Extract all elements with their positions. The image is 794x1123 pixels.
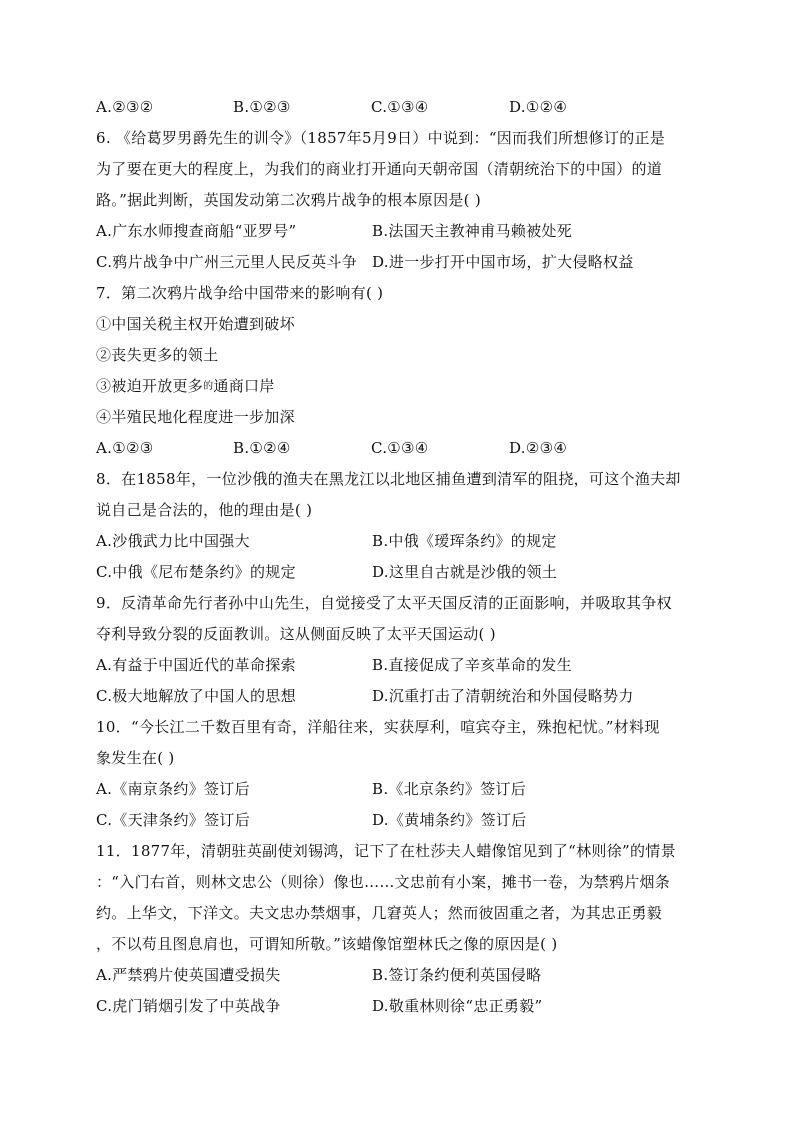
q9-options-row-2: [96, 681, 706, 712]
q11-stem-line-3: 约。上华文，下洋文。夫文忠办禁烟事，几窘英人；然而彼固重之者，为其忠正勇毅: [96, 904, 663, 922]
q7-statement-4: ④半殖民地化程度进一步加深: [96, 408, 295, 426]
q9-option-c[interactable]: C.极大地解放了中国人的思想: [96, 687, 296, 705]
q6-options-row-2: [96, 247, 706, 278]
q11-stem-line-2: ：“入门右首，则林文忠公（则徐）像也……文忠前有小案，摊书一卷，为禁鸦片烟条: [96, 873, 671, 891]
q10-options-row-1: [96, 774, 706, 805]
q5-options: [96, 92, 706, 123]
q6-options-row-1: [96, 216, 706, 247]
q10-option-d[interactable]: D.《黄埔条约》签订后: [372, 811, 527, 829]
q7-stem: 7．第二次鸦片战争给中国带来的影响有( ): [96, 284, 384, 302]
exam-page: [96, 92, 706, 1022]
q10-options-row-2: [96, 805, 706, 836]
q8-option-a[interactable]: A.沙俄武力比中国强大: [96, 532, 250, 550]
q11-stem-line-1: 11．1877年，清朝驻英副使刘锡鸿，记下了在杜莎夫人蜡像馆见到了“林则徐”的情景: [96, 842, 676, 860]
q7-statement-3: [96, 371, 706, 402]
q7-option-d[interactable]: D.②③④: [509, 439, 568, 457]
q5-option-c[interactable]: C.①③④: [371, 98, 429, 116]
q10-option-b[interactable]: B.《北京条约》签订后: [372, 780, 527, 798]
q9-options-row-1: [96, 650, 706, 681]
q7-statement-1: ①中国关税主权开始遭到破坏: [96, 315, 295, 333]
q5-option-d[interactable]: D.①②④: [509, 98, 568, 116]
q7-statement-3-part-1: ③被迫开放更多: [96, 377, 204, 395]
q8-stem-line-1: 8．在1858年，一位沙俄的渔夫在黑龙江以北地区捕鱼遭到清军的阻挠，可这个渔夫却: [96, 470, 681, 488]
q7-statement-3-part-2: 通商口岸: [213, 377, 275, 395]
q7-option-a[interactable]: A.①②③: [96, 439, 154, 457]
q7-option-c[interactable]: C.①③④: [371, 439, 429, 457]
q5-option-a[interactable]: A.②③②: [96, 98, 154, 116]
q9-option-b[interactable]: B.直接促成了辛亥革命的发生: [372, 656, 572, 674]
q11-options-row-1: [96, 960, 706, 991]
q6-option-b[interactable]: B.法国天主教神甫马赖被处死: [372, 222, 572, 240]
q9-option-a[interactable]: A.有益于中国近代的革命探索: [96, 656, 296, 674]
q6-option-d[interactable]: D.进一步打开中国市场，扩大侵略权益: [372, 253, 634, 271]
q6-stem-line-2: 为了要在更大的程度上，为我们的商业打开通向天朝帝国（清朝统治下的中国）的道: [96, 160, 663, 178]
q11-stem-line-4: ，不以苟且图息肩也，可谓知所敬。”该蜡像馆塑林氏之像的原因是( ): [96, 935, 558, 953]
q8-options-row-1: [96, 526, 706, 557]
q8-options-row-2: [96, 557, 706, 588]
q6-option-c[interactable]: C.鸦片战争中广州三元里人民反英斗争: [96, 253, 358, 271]
q11-option-d[interactable]: D.敬重林则徐“忠正勇毅”: [372, 997, 543, 1015]
q5-option-b[interactable]: B.①②③: [233, 98, 291, 116]
q8-option-c[interactable]: C.中俄《尼布楚条约》的规定: [96, 563, 296, 581]
q8-option-b[interactable]: B.中俄《瑷珲条约》的规定: [372, 532, 557, 550]
q9-option-d[interactable]: D.沉重打击了清朝统治和外国侵略势力: [372, 687, 634, 705]
q9-stem-line-1: 9．反清革命先行者孙中山先生，自觉接受了太平天国反清的正面影响，并吸取其争权: [96, 594, 672, 612]
q11-option-c[interactable]: C.虎门销烟引发了中英战争: [96, 997, 281, 1015]
q6-option-a[interactable]: A.广东水师搜查商船“亚罗号”: [96, 222, 297, 240]
q7-statement-2: ②丧失更多的领土: [96, 346, 219, 364]
q8-stem-line-2: 说自己是合法的，他的理由是( ): [96, 501, 313, 519]
q11-option-b[interactable]: B.签订条约便利英国侵略: [372, 966, 542, 984]
q6-stem-line-3: 路。”据此判断，英国发动第二次鸦片战争的根本原因是( ): [96, 191, 482, 209]
q8-option-d[interactable]: D.这里自古就是沙俄的领土: [372, 563, 558, 581]
q6-stem-line-1: 6. 《给葛罗男爵先生的训令》（1857年5月9日）中说到：“因而我们所想修订的正是: [96, 129, 666, 147]
q7-option-b[interactable]: B.①②④: [233, 439, 291, 457]
q9-stem-line-2: 夺利导致分裂的反面教训。这从侧面反映了太平天国运动( ): [96, 625, 496, 643]
q7-statement-3-superscript: 的: [203, 381, 214, 392]
q7-options: [96, 433, 706, 464]
q11-options-row-2: [96, 991, 706, 1022]
q10-option-c[interactable]: C.《天津条约》签订后: [96, 811, 251, 829]
q10-stem-line-2: 象发生在( ): [96, 749, 175, 767]
q10-option-a[interactable]: A.《南京条约》签订后: [96, 780, 250, 798]
q10-stem-line-1: 10．“今长江二千数百里有奇，洋船往来，实获厚利，喧宾夺主，殊抱杞忧。”材料现: [96, 718, 660, 736]
q11-option-a[interactable]: A.严禁鸦片使英国遭受损失: [96, 966, 281, 984]
